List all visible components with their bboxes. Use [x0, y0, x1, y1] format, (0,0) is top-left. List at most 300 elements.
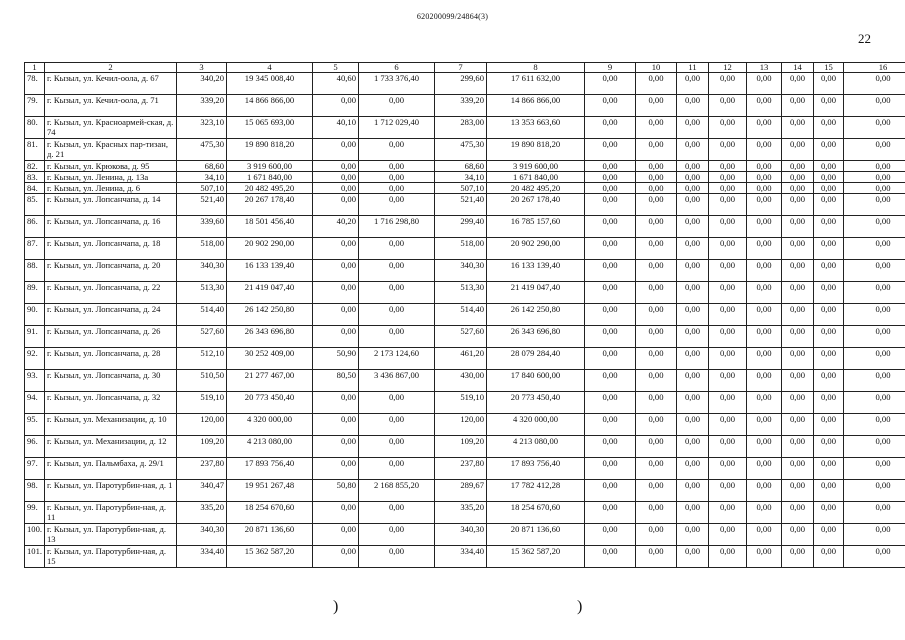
address-cell: г. Кызыл, ул. Красных пар-тизан, д. 21: [45, 139, 177, 161]
value-cell: 0,00: [636, 117, 677, 139]
value-cell: 0,00: [747, 348, 782, 370]
cost-cell: 0,00: [359, 95, 435, 117]
cost-cell: 0,00: [359, 260, 435, 282]
cost-cell: 14 866 866,00: [227, 95, 313, 117]
value-cell: 0,00: [814, 194, 844, 216]
cost-cell: 4 213 080,00: [487, 436, 585, 458]
address-cell: г. Кызыл, ул. Красноармей-ская, д. 74: [45, 117, 177, 139]
value-cell: 0,00: [677, 216, 709, 238]
value-cell: 0,00: [814, 392, 844, 414]
address-cell: г. Кызыл, ул. Лопсанчапа, д. 28: [45, 348, 177, 370]
value-cell: 0,00: [814, 260, 844, 282]
row-number: 97.: [25, 458, 45, 480]
cost-cell: 20 902 290,00: [487, 238, 585, 260]
cost-cell: 15 362 587,20: [227, 546, 313, 568]
cost-cell: 26 343 696,80: [487, 326, 585, 348]
cost-cell: 3 436 867,00: [359, 370, 435, 392]
area-cell: 335,20: [435, 502, 487, 524]
area-cell: 109,20: [177, 436, 227, 458]
cost-cell: 13 353 663,60: [487, 117, 585, 139]
area-cell: 527,60: [435, 326, 487, 348]
area-cell: 0,00: [313, 238, 359, 260]
value-cell: 0,00: [747, 436, 782, 458]
value-cell: 0,00: [709, 326, 747, 348]
table-row: [25, 282, 905, 304]
value-cell: 0,00: [747, 183, 782, 194]
cost-cell: 20 267 178,40: [227, 194, 313, 216]
scan-mark: ): [333, 598, 339, 615]
address-cell: г. Кызыл, ул. Лопсанчапа, д. 32: [45, 392, 177, 414]
value-cell: 0,00: [636, 414, 677, 436]
row-number: 101.: [25, 546, 45, 568]
area-cell: 40,60: [313, 73, 359, 95]
value-cell: 0,00: [747, 73, 782, 95]
cost-cell: 0,00: [359, 326, 435, 348]
address-cell: г. Кызыл, ул. Кечил-оола, д. 67: [45, 73, 177, 95]
value-cell: 0,00: [844, 73, 905, 95]
address-cell: г. Кызыл, ул. Паротурбин-ная, д. 1: [45, 480, 177, 502]
value-cell: 0,00: [747, 216, 782, 238]
value-cell: 0,00: [677, 546, 709, 568]
value-cell: 0,00: [782, 414, 814, 436]
cost-cell: 17 893 756,40: [487, 458, 585, 480]
value-cell: 0,00: [844, 117, 905, 139]
area-cell: 120,00: [177, 414, 227, 436]
cost-cell: 26 142 250,80: [487, 304, 585, 326]
cost-cell: 2 173 124,60: [359, 348, 435, 370]
cost-cell: 19 951 267,48: [227, 480, 313, 502]
value-cell: 0,00: [844, 282, 905, 304]
cost-cell: 20 773 450,40: [227, 392, 313, 414]
area-cell: 0,00: [313, 502, 359, 524]
cost-cell: 1 671 840,00: [487, 172, 585, 183]
table-row: [25, 436, 905, 458]
value-cell: 0,00: [585, 139, 636, 161]
value-cell: 0,00: [782, 458, 814, 480]
value-cell: 0,00: [747, 480, 782, 502]
address-cell: г. Кызыл, ул. Механизации, д. 10: [45, 414, 177, 436]
table-body: [25, 73, 905, 568]
value-cell: 0,00: [585, 458, 636, 480]
address-cell: г. Кызыл, ул. Паротурбин-ная, д. 13: [45, 524, 177, 546]
value-cell: 0,00: [782, 117, 814, 139]
value-cell: 0,00: [677, 414, 709, 436]
area-cell: 514,40: [435, 304, 487, 326]
value-cell: 0,00: [747, 326, 782, 348]
value-cell: 0,00: [636, 436, 677, 458]
cost-cell: 3 919 600,00: [227, 161, 313, 172]
value-cell: 0,00: [814, 348, 844, 370]
area-cell: 340,30: [435, 260, 487, 282]
area-cell: 120,00: [435, 414, 487, 436]
cost-cell: 18 254 670,60: [227, 502, 313, 524]
value-cell: 0,00: [636, 304, 677, 326]
value-cell: 0,00: [782, 524, 814, 546]
value-cell: 0,00: [677, 480, 709, 502]
address-cell: г. Кызыл, ул. Лопсанчапа, д. 14: [45, 194, 177, 216]
value-cell: 0,00: [677, 392, 709, 414]
area-cell: 323,10: [177, 117, 227, 139]
value-cell: 0,00: [585, 414, 636, 436]
cost-cell: 17 782 412,28: [487, 480, 585, 502]
value-cell: 0,00: [677, 326, 709, 348]
address-cell: г. Кызыл, ул. Ленина, д. 13а: [45, 172, 177, 183]
value-cell: 0,00: [709, 502, 747, 524]
value-cell: 0,00: [814, 73, 844, 95]
area-cell: 340,20: [177, 73, 227, 95]
column-header: 11: [677, 63, 709, 73]
value-cell: 0,00: [709, 546, 747, 568]
row-number: 100.: [25, 524, 45, 546]
row-number: 92.: [25, 348, 45, 370]
area-cell: 299,40: [435, 216, 487, 238]
cost-cell: 17 840 600,00: [487, 370, 585, 392]
address-cell: г. Кызыл, ул. Паротурбин-ная, д. 11: [45, 502, 177, 524]
column-header: 16: [844, 63, 905, 73]
cost-cell: 16 785 157,60: [487, 216, 585, 238]
address-cell: г. Кызыл, ул. Лопсанчапа, д. 16: [45, 216, 177, 238]
cost-cell: 19 890 818,20: [227, 139, 313, 161]
value-cell: 0,00: [814, 326, 844, 348]
area-cell: 0,00: [313, 161, 359, 172]
area-cell: 527,60: [177, 326, 227, 348]
area-cell: 283,00: [435, 117, 487, 139]
scan-mark: ): [577, 598, 583, 615]
value-cell: 0,00: [844, 414, 905, 436]
row-number: 90.: [25, 304, 45, 326]
row-number: 91.: [25, 326, 45, 348]
row-number: 85.: [25, 194, 45, 216]
table-row: [25, 414, 905, 436]
value-cell: 0,00: [709, 117, 747, 139]
area-cell: 513,30: [435, 282, 487, 304]
area-cell: 0,00: [313, 282, 359, 304]
area-cell: 335,20: [177, 502, 227, 524]
value-cell: 0,00: [814, 524, 844, 546]
cost-cell: 19 345 008,40: [227, 73, 313, 95]
cost-cell: 0,00: [359, 161, 435, 172]
address-cell: г. Кызыл, ул. Ленина, д. 6: [45, 183, 177, 194]
value-cell: 0,00: [782, 392, 814, 414]
value-cell: 0,00: [814, 216, 844, 238]
value-cell: 0,00: [747, 238, 782, 260]
row-number: 86.: [25, 216, 45, 238]
row-number: 94.: [25, 392, 45, 414]
cost-cell: 16 133 139,40: [487, 260, 585, 282]
cost-cell: 0,00: [359, 436, 435, 458]
value-cell: 0,00: [844, 392, 905, 414]
value-cell: 0,00: [677, 524, 709, 546]
cost-cell: 28 079 284,40: [487, 348, 585, 370]
value-cell: 0,00: [636, 194, 677, 216]
column-header: 5: [313, 63, 359, 73]
value-cell: 0,00: [844, 480, 905, 502]
area-cell: 0,00: [313, 183, 359, 194]
value-cell: 0,00: [709, 524, 747, 546]
value-cell: 0,00: [814, 502, 844, 524]
value-cell: 0,00: [782, 546, 814, 568]
table-row: [25, 172, 905, 183]
area-cell: 237,80: [177, 458, 227, 480]
area-cell: 0,00: [313, 392, 359, 414]
table-row: [25, 183, 905, 194]
value-cell: 0,00: [709, 282, 747, 304]
value-cell: 0,00: [844, 326, 905, 348]
value-cell: 0,00: [814, 436, 844, 458]
value-cell: 0,00: [677, 161, 709, 172]
value-cell: 0,00: [747, 95, 782, 117]
value-cell: 0,00: [585, 238, 636, 260]
area-cell: 0,00: [313, 546, 359, 568]
cost-cell: 0,00: [359, 139, 435, 161]
column-header: 6: [359, 63, 435, 73]
value-cell: 0,00: [636, 95, 677, 117]
column-header: 7: [435, 63, 487, 73]
area-cell: 68,60: [435, 161, 487, 172]
area-cell: 519,10: [177, 392, 227, 414]
value-cell: 0,00: [677, 436, 709, 458]
area-cell: 0,00: [313, 139, 359, 161]
value-cell: 0,00: [709, 194, 747, 216]
value-cell: 0,00: [747, 524, 782, 546]
value-cell: 0,00: [782, 370, 814, 392]
value-cell: 0,00: [814, 414, 844, 436]
value-cell: 0,00: [709, 73, 747, 95]
column-number-row: [25, 63, 905, 73]
value-cell: 0,00: [782, 304, 814, 326]
address-cell: г. Кызыл, ул. Лопсанчапа, д. 18: [45, 238, 177, 260]
area-cell: 68,60: [177, 161, 227, 172]
area-cell: 461,20: [435, 348, 487, 370]
address-cell: г. Кызыл, ул. Лопсанчапа, д. 26: [45, 326, 177, 348]
value-cell: 0,00: [844, 172, 905, 183]
value-cell: 0,00: [677, 183, 709, 194]
value-cell: 0,00: [585, 73, 636, 95]
area-cell: 0,00: [313, 260, 359, 282]
value-cell: 0,00: [782, 183, 814, 194]
address-cell: г. Кызыл, ул. Лопсанчапа, д. 22: [45, 282, 177, 304]
address-cell: г. Кызыл, ул. Пальмбаха, д. 29/1: [45, 458, 177, 480]
value-cell: 0,00: [585, 95, 636, 117]
value-cell: 0,00: [709, 392, 747, 414]
address-cell: г. Кызыл, ул. Кечил-оола, д. 71: [45, 95, 177, 117]
cost-cell: 20 482 495,20: [487, 183, 585, 194]
document-id: 620200099/24864(3): [416, 12, 489, 21]
value-cell: 0,00: [709, 139, 747, 161]
value-cell: 0,00: [636, 546, 677, 568]
value-cell: 0,00: [636, 183, 677, 194]
value-cell: 0,00: [636, 370, 677, 392]
table-row: [25, 348, 905, 370]
value-cell: 0,00: [636, 139, 677, 161]
column-header: 15: [814, 63, 844, 73]
value-cell: 0,00: [782, 139, 814, 161]
area-cell: 289,67: [435, 480, 487, 502]
value-cell: 0,00: [782, 326, 814, 348]
value-cell: 0,00: [814, 183, 844, 194]
cost-cell: 30 252 409,00: [227, 348, 313, 370]
value-cell: 0,00: [782, 238, 814, 260]
cost-cell: 0,00: [359, 414, 435, 436]
value-cell: 0,00: [585, 183, 636, 194]
value-cell: 0,00: [636, 260, 677, 282]
value-cell: 0,00: [814, 304, 844, 326]
value-cell: 0,00: [677, 238, 709, 260]
address-cell: г. Кызыл, ул. Лопсанчапа, д. 30: [45, 370, 177, 392]
column-header: 4: [227, 63, 313, 73]
table-row: [25, 370, 905, 392]
row-number: 88.: [25, 260, 45, 282]
area-cell: 0,00: [313, 458, 359, 480]
row-number: 93.: [25, 370, 45, 392]
cost-cell: 21 419 047,40: [487, 282, 585, 304]
cost-cell: 0,00: [359, 183, 435, 194]
area-cell: 340,47: [177, 480, 227, 502]
cost-cell: 0,00: [359, 172, 435, 183]
value-cell: 0,00: [636, 348, 677, 370]
cost-cell: 3 919 600,00: [487, 161, 585, 172]
cost-cell: 17 893 756,40: [227, 458, 313, 480]
value-cell: 0,00: [585, 348, 636, 370]
area-cell: 50,90: [313, 348, 359, 370]
value-cell: 0,00: [844, 194, 905, 216]
cost-cell: 19 890 818,20: [487, 139, 585, 161]
value-cell: 0,00: [677, 502, 709, 524]
value-cell: 0,00: [844, 546, 905, 568]
value-cell: 0,00: [677, 458, 709, 480]
table-row: [25, 524, 905, 546]
value-cell: 0,00: [677, 139, 709, 161]
value-cell: 0,00: [585, 304, 636, 326]
value-cell: 0,00: [747, 502, 782, 524]
value-cell: 0,00: [782, 161, 814, 172]
value-cell: 0,00: [709, 348, 747, 370]
value-cell: 0,00: [814, 458, 844, 480]
row-number: 83.: [25, 172, 45, 183]
value-cell: 0,00: [709, 414, 747, 436]
housing-register-table: [24, 62, 905, 568]
address-cell: г. Кызыл, ул. Лопсанчапа, д. 20: [45, 260, 177, 282]
value-cell: 0,00: [814, 480, 844, 502]
area-cell: 0,00: [313, 414, 359, 436]
address-cell: г. Кызыл, ул. Лопсанчапа, д. 24: [45, 304, 177, 326]
value-cell: 0,00: [636, 524, 677, 546]
table-row: [25, 326, 905, 348]
area-cell: 340,30: [435, 524, 487, 546]
value-cell: 0,00: [636, 392, 677, 414]
value-cell: 0,00: [814, 172, 844, 183]
table-row: [25, 216, 905, 238]
cost-cell: 4 320 000,00: [487, 414, 585, 436]
cost-cell: 17 611 632,00: [487, 73, 585, 95]
area-cell: 0,00: [313, 524, 359, 546]
value-cell: 0,00: [814, 282, 844, 304]
value-cell: 0,00: [636, 502, 677, 524]
row-number: 99.: [25, 502, 45, 524]
value-cell: 0,00: [585, 392, 636, 414]
address-cell: г. Кызыл, ул. Механизации, д. 12: [45, 436, 177, 458]
area-cell: 50,80: [313, 480, 359, 502]
value-cell: 0,00: [782, 282, 814, 304]
value-cell: 0,00: [636, 216, 677, 238]
area-cell: 40,10: [313, 117, 359, 139]
value-cell: 0,00: [585, 546, 636, 568]
cost-cell: 15 065 693,00: [227, 117, 313, 139]
value-cell: 0,00: [636, 161, 677, 172]
area-cell: 339,20: [435, 95, 487, 117]
cost-cell: 18 501 456,40: [227, 216, 313, 238]
value-cell: 0,00: [747, 117, 782, 139]
column-header: 9: [585, 63, 636, 73]
value-cell: 0,00: [782, 95, 814, 117]
value-cell: 0,00: [844, 183, 905, 194]
cost-cell: 1 733 376,40: [359, 73, 435, 95]
cost-cell: 0,00: [359, 282, 435, 304]
value-cell: 0,00: [814, 95, 844, 117]
value-cell: 0,00: [636, 326, 677, 348]
area-cell: 475,30: [177, 139, 227, 161]
area-cell: 518,00: [435, 238, 487, 260]
table-row: [25, 95, 905, 117]
value-cell: 0,00: [709, 183, 747, 194]
value-cell: 0,00: [747, 172, 782, 183]
value-cell: 0,00: [844, 216, 905, 238]
cost-cell: 20 267 178,40: [487, 194, 585, 216]
table-row: [25, 502, 905, 524]
row-number: 78.: [25, 73, 45, 95]
value-cell: 0,00: [636, 73, 677, 95]
value-cell: 0,00: [636, 172, 677, 183]
value-cell: 0,00: [747, 260, 782, 282]
value-cell: 0,00: [844, 260, 905, 282]
table-row: [25, 304, 905, 326]
value-cell: 0,00: [782, 216, 814, 238]
row-number: 87.: [25, 238, 45, 260]
area-cell: 339,60: [177, 216, 227, 238]
value-cell: 0,00: [677, 304, 709, 326]
cost-cell: 16 133 139,40: [227, 260, 313, 282]
value-cell: 0,00: [677, 73, 709, 95]
cost-cell: 0,00: [359, 392, 435, 414]
row-number: 98.: [25, 480, 45, 502]
area-cell: 521,40: [435, 194, 487, 216]
table-row: [25, 458, 905, 480]
cost-cell: 20 482 495,20: [227, 183, 313, 194]
area-cell: 0,00: [313, 172, 359, 183]
value-cell: 0,00: [585, 282, 636, 304]
column-header: 3: [177, 63, 227, 73]
value-cell: 0,00: [585, 502, 636, 524]
area-cell: 34,10: [177, 172, 227, 183]
table-row: [25, 392, 905, 414]
value-cell: 0,00: [709, 480, 747, 502]
cost-cell: 2 168 855,20: [359, 480, 435, 502]
column-header: 14: [782, 63, 814, 73]
value-cell: 0,00: [709, 172, 747, 183]
cost-cell: 26 343 696,80: [227, 326, 313, 348]
area-cell: 40,20: [313, 216, 359, 238]
value-cell: 0,00: [844, 436, 905, 458]
value-cell: 0,00: [814, 117, 844, 139]
value-cell: 0,00: [747, 304, 782, 326]
value-cell: 0,00: [677, 194, 709, 216]
cost-cell: 20 773 450,40: [487, 392, 585, 414]
area-cell: 507,10: [435, 183, 487, 194]
area-cell: 0,00: [313, 194, 359, 216]
value-cell: 0,00: [709, 370, 747, 392]
area-cell: 514,40: [177, 304, 227, 326]
row-number: 84.: [25, 183, 45, 194]
